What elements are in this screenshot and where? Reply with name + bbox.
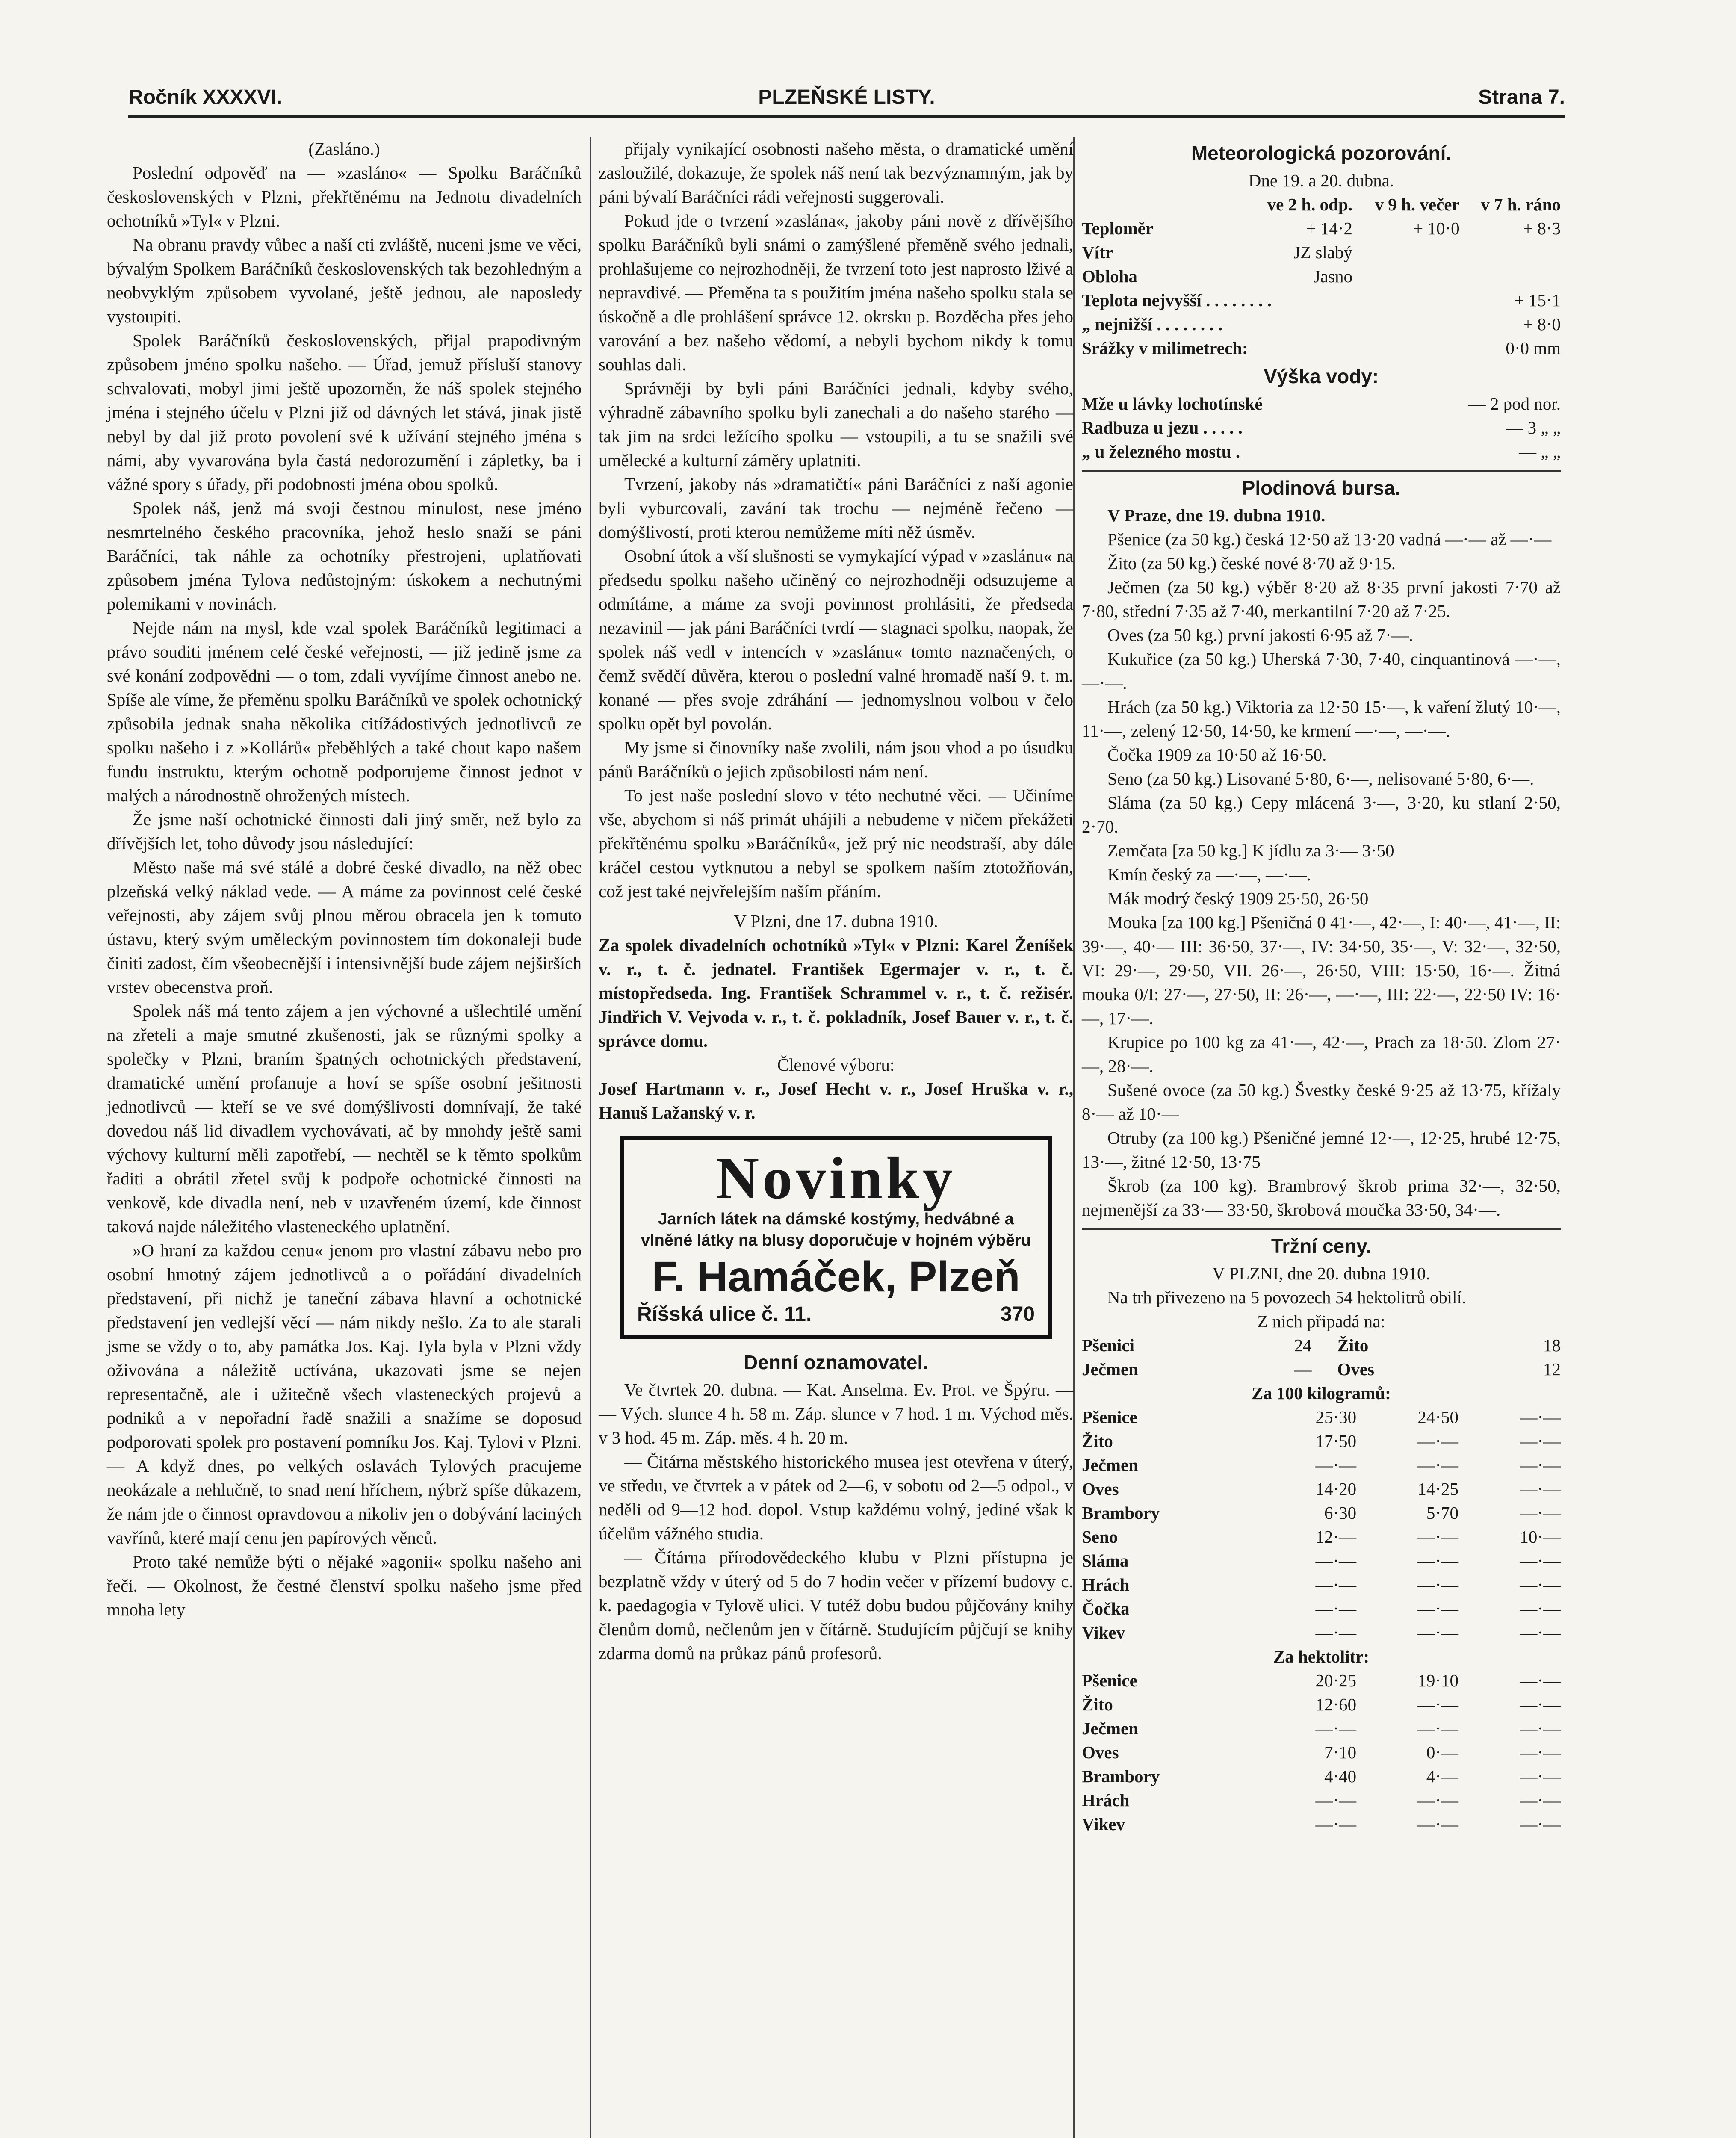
- column-1: [107, 137, 582, 1621]
- commodity-name: Oves: [1082, 1742, 1119, 1762]
- split-label: Žito: [1337, 1335, 1369, 1355]
- table-row: [1082, 312, 1561, 336]
- commodity-name: Pšenice: [1082, 1407, 1137, 1427]
- bursa-item: Ječmen (za 50 kg.) výběr 8·20 až 8·35 první jakosti 7·70 až 7·80, střední 7·35 až 7·40, merkantilní 7·20 až 7·25.: [1082, 577, 1561, 621]
- meteo-col-header: v 9 h. večer: [1375, 195, 1460, 214]
- meteo-value: + 14·2: [1306, 219, 1353, 238]
- article-paragraph: Na obranu pravdy vůbec a naší cti zvláště, nuceni jsme ve věci, bývalým Spolkem Baráčníků československých tak bezohledným a neobvyklým způsobem vyvolané, ještě jednou, ale naposledy vystoupiti.: [107, 235, 582, 326]
- bursa-item: Zemčata [za 50 kg.] K jídlu za 3·— 3·50: [1107, 841, 1394, 860]
- perhl-heading: Za hektolitr:: [1273, 1647, 1370, 1666]
- water-label: „ u železného mostu .: [1082, 442, 1240, 461]
- bursa-item: Kmín český za —·—, —·—.: [1107, 865, 1311, 884]
- price-cell: —·—: [1520, 1766, 1561, 1786]
- ad-title: Novinky: [716, 1145, 956, 1211]
- price-cell: 0·—: [1426, 1742, 1459, 1762]
- price-cell: —·—: [1520, 1455, 1561, 1475]
- table-row: [1082, 1405, 1561, 1429]
- price-cell: —·—: [1417, 1719, 1459, 1738]
- table-row: [1082, 192, 1561, 216]
- market-sub: Z nich připadá na:: [1257, 1311, 1385, 1331]
- price-cell: —·—: [1417, 1599, 1459, 1618]
- table-row: [1082, 1597, 1561, 1621]
- price-cell: —·—: [1520, 1479, 1561, 1499]
- price-cell: —·—: [1315, 1575, 1357, 1595]
- bursa-date: V Praze, dne 19. dubna 1910.: [1107, 505, 1326, 525]
- bursa-item: Žito (za 50 kg.) české nové 8·70 až 9·15.: [1107, 553, 1396, 573]
- table-row: [1082, 216, 1561, 240]
- table-row: [1082, 1573, 1561, 1597]
- price-cell: —·—: [1520, 1719, 1561, 1738]
- daily-heading: Denní oznamovatel.: [744, 1351, 928, 1373]
- table-row: [1082, 240, 1561, 264]
- price-cell: —·—: [1417, 1527, 1459, 1547]
- price-cell: —·—: [1315, 1551, 1357, 1571]
- price-cell: 12·—: [1315, 1527, 1357, 1547]
- section-divider: [1082, 1228, 1561, 1230]
- water-label: Radbuza u jezu . . . . .: [1082, 418, 1243, 437]
- rain-value: 0·0 mm: [1506, 338, 1561, 358]
- price-cell: 20·25: [1315, 1671, 1357, 1690]
- table-row: [1082, 1740, 1561, 1764]
- price-cell: 17·50: [1315, 1431, 1357, 1451]
- meteo-table: [1082, 192, 1561, 288]
- price-cell: —·—: [1315, 1599, 1357, 1618]
- price-cell: —·—: [1520, 1814, 1561, 1834]
- price-cell: —·—: [1417, 1790, 1459, 1810]
- daily-item: — Čítárna přírodovědeckého klubu v Plzni přístupna je bezplatně vždy v úterý od 5 do 7 hodin večer v přízemí budovy c. k. paedagogia v Tylově ulici. V tutéž dobu budou půjčovány knihy členům domů, nečlenům jen v čítárně. Studujícím půjčují se knihy zdarma domů na průkaz pánů profesorů.: [599, 1547, 1073, 1663]
- article-paragraph: Město naše má své stálé a dobré české divadlo, na něž obec plzeňská velký náklad vede. — A máme za povinnost celé české veřejnosti, aby zájem svůj plnou měrou obracela jen k tomuto ústavu, který svým uměleckým povinnostem tím dokonaleji bude činiti zadost, čím všeobecnější i intensivnější bude zájem nejširších vrstev obecenstva proň.: [107, 857, 582, 997]
- price-cell: 24·50: [1417, 1407, 1459, 1427]
- rain-label: Srážky v milimetrech:: [1082, 338, 1248, 358]
- bursa-item: Mouka [za 100 kg.] Pšeničná 0 41·—, 42·—, I: 40·—, 41·—, II: 39·—, 40·— III: 36·50, 37·—, IV: 34·50, 35·—, V: 32·—, 32·50, VI: 29·—, 29·50, VII. 26·—, 26·50, VIII: 15·50, 16·—. Žitná mouka 0/I: 27·—, 27·50, II: 26·—, —·—, III: 22·—, 22·50 IV: 16·—, 17·—.: [1082, 912, 1561, 1028]
- commodity-name: Pšenice: [1082, 1671, 1137, 1690]
- article-paragraph: Nejde nám na mysl, kde vzal spolek Baráčníků legitimaci a právo souditi jménem celé české veřejnosti, — již jedině jsme za své konání zodpovědni — o tom, zdali vyvíjíme činnost anebo ne. Spíše ale víme, že přeměnu spolku Baráčníků ve spolek ochotnický způsobila jednak snaha několika citížádostivých jednotlivců ze spolku našeho i z »Kollárů« přeběhlých a také chout kapo našem fundu instruktu, kterým ochotně podporujeme činnost jednot v malých a národnostně ohrožených místech.: [107, 618, 582, 805]
- price-cell: 12·60: [1315, 1695, 1357, 1714]
- price-cell: —·—: [1520, 1407, 1561, 1427]
- price-cell: —·—: [1417, 1551, 1459, 1571]
- price-cell: —·—: [1417, 1575, 1459, 1595]
- commodity-name: Hrách: [1082, 1575, 1130, 1595]
- price-cell: —·—: [1520, 1623, 1561, 1642]
- split-label: Ječmen: [1082, 1359, 1139, 1379]
- ad-address: Říšská ulice č. 11.: [637, 1303, 812, 1326]
- article-paragraph: Osobní útok a vší slušnosti se vymykající výpad v »zaslánu« na předsedu spolku našeho učiněný co nejrozhodněji odsuzujeme a odmítáme, a máme za svoji povinnost prohlásiti, že předseda nezavinil — jak páni Baráčníci tvrdí — stagnaci spolku, naopak, že spolek náš vedl v intencích v »zaslánu« tomto naznačených, o čemž svědčí důvěra, kterou o poslední valné hromadě naší 9. t. m. konané — přes svoje zdráhání — jednomyslnou volbou v čelo spolku opět byl povolán.: [599, 546, 1073, 733]
- table-row: [1082, 440, 1561, 464]
- market-date: V PLZNI, dne 20. dubna 1910.: [1212, 1264, 1430, 1283]
- price-cell: —·—: [1315, 1455, 1357, 1475]
- price-cell: 5·70: [1426, 1503, 1459, 1523]
- split-label: Pšenici: [1082, 1335, 1134, 1355]
- market-split-table: [1082, 1333, 1561, 1381]
- advertisement-box: [620, 1136, 1052, 1339]
- price-cell: —·—: [1520, 1503, 1561, 1523]
- column-2: [599, 137, 1073, 1665]
- meteo-label: Obloha: [1082, 266, 1137, 286]
- commodity-name: Ječmen: [1082, 1455, 1139, 1475]
- table-row: [1082, 1477, 1561, 1501]
- table-row: [1082, 416, 1561, 440]
- meteo-label: Teploměr: [1082, 219, 1154, 238]
- price-cell: —·—: [1417, 1455, 1459, 1475]
- price-cell: —·—: [1315, 1719, 1357, 1738]
- article-paragraph: Spolek Baráčníků československých, přijal prapodivným způsobem jméno spolku našeho. — Úřad, jemuž přísluší stanovy schvalovati, mobyl jimi ještě upozorněn, že náš spolek stejného jména i stejného účelu v Plzni již od dávných let stává, jinak jistě nebyl by dal již proto povolení své k užívání stejného jména s námi, aby vyvarována byla častá nedorozumění i zápletky, ba i vážné spory s úřady, při podobnosti jména obou spolků.: [107, 331, 582, 494]
- price-cell: —·—: [1520, 1599, 1561, 1618]
- table-row: [1082, 288, 1561, 312]
- commodity-name: Brambory: [1082, 1503, 1160, 1523]
- daily-item: Ve čtvrtek 20. dubna. — Kat. Anselma. Ev. Prot. ve Špýru. — — Vých. slunce 4 h. 58 m. Záp. slunce v 7 hod. 1 m. Východ měs. v 3 hod. 45 m. Záp. měs. 4 h. 20 m.: [599, 1380, 1073, 1447]
- table-row: [1082, 336, 1561, 360]
- price-cell: 4·40: [1324, 1766, 1357, 1786]
- article-paragraph: To jest naše poslední slovo v této nechutné věci. — Učiníme vše, abychom si náš primát uhájili a nebudeme v ničem překážeti překřtěnému spolku »Baráčníků«, jež prý nic neodstraší, aby dále kráčel cestou vytknutou a nebyl se spolkem naším ztotožňován, což jest také nejvřelejším naším přáním.: [599, 786, 1073, 901]
- temp-min-label: „ nejnižší . . . . . . . .: [1082, 314, 1223, 334]
- signature-block: Za spolek divadelních ochotníků »Tyl« v Plzni: Karel Ženíšek v. r., t. č. jednatel. František Egermajer v. r., t. č. místopředseda. Ing. František Schrammel v. r., t. č. režisér. Jindřich V. Vejvoda v. r., t. č. pokladník, Josef Bauer v. r., t. č. správce domu.: [599, 935, 1073, 1051]
- price-cell: —·—: [1417, 1623, 1459, 1642]
- price-cell: —·—: [1520, 1790, 1561, 1810]
- ad-text: Jarních látek na dámské kostýmy, hedvábné a vlněné látky na blusy doporučuje v hojném výběru: [641, 1210, 1031, 1249]
- price-cell: 4·—: [1426, 1766, 1459, 1786]
- price-cell: 7·10: [1324, 1742, 1357, 1762]
- article-paragraph: přijaly vynikající osobnosti našeho města, o dramatické umění zasloužilé, dokazuje, že spolek náš není tak bezvýznamným, jak by páni bývalí Baráčníci rádi veřejnosti suggerovali.: [599, 139, 1073, 207]
- meteo-label: Vítr: [1082, 242, 1113, 262]
- price-cell: —·—: [1417, 1431, 1459, 1451]
- price-cell: 19·10: [1417, 1671, 1459, 1690]
- meteo-heading: Meteorologická pozorování.: [1191, 142, 1452, 164]
- bursa-item: Škrob (za 100 kg). Brambrový škrob prima 32·—, 32·50, nejmenější za 33·— 33·50, škrobová moučka 33·50, 34·—.: [1082, 1176, 1561, 1220]
- article-paragraph: My jsme si činovníky naše zvolili, nám jsou vhod a po úsudku pánů Baráčníků o jejich způsobilosti nám není.: [599, 738, 1073, 781]
- commodity-name: Hrách: [1082, 1790, 1130, 1810]
- split-value: —: [1294, 1359, 1312, 1379]
- table-row: [1082, 392, 1561, 416]
- price-cell: 25·30: [1315, 1407, 1357, 1427]
- split-value: 12: [1543, 1359, 1561, 1379]
- price-cell: —·—: [1417, 1695, 1459, 1714]
- bursa-item: Sušené ovoce (za 50 kg.) Švestky české 9·25 až 13·75, křížaly 8·— až 10·—: [1082, 1080, 1561, 1124]
- volume-label: Ročník XXXXVI.: [128, 86, 283, 109]
- price-cell: —·—: [1315, 1790, 1357, 1810]
- bursa-item: Pšenice (za 50 kg.) česká 12·50 až 13·20 vadná —·— až —·—: [1107, 529, 1552, 549]
- temperature-table: [1082, 288, 1561, 360]
- article-paragraph: »O hraní za každou cenu« jenom pro vlastní zábavu nebo pro osobní hmotný zájem jednotlivců a o pořádání divadelních představení, při nichž je taneční zábava hlavní a ochotnické představení jen vedlejší věcí — nám nikdy nešlo. Za to ale starali jsme se vždy o to, aby památka Jos. Kaj. Tyla byla v Plzni vždy oživována a náležitě uctívána, ukazovati jsme se nejen representačně, ale i užitečně všech vlasteneckých projevů a podniků a v nepořadní řadě snažili a snažíme se doposud podporovati spolek pro postavení pomníku Jos. Kaj. Tylovi v Plzni. — A když dnes, po velkých oslavách Tylových pracujeme neokázale a nehlučně, to snad není hříchem, nýbrž spíše důkazem, že nám jde o činnost opravdovou a nikoliv jen o dobývání laciných vavřínů, které mají cenu jen papírových věnců.: [107, 1240, 582, 1547]
- bursa-item: Čočka 1909 za 10·50 až 16·50.: [1107, 745, 1327, 765]
- table-row: [1082, 1357, 1561, 1381]
- bursa-heading: Plodinová bursa.: [1242, 477, 1401, 499]
- price-cell: 14·20: [1315, 1479, 1357, 1499]
- table-row: [1082, 1716, 1561, 1740]
- section-divider: [1082, 470, 1561, 472]
- commodity-name: Ječmen: [1082, 1719, 1139, 1738]
- temp-max-label: Teplota nejvyšší . . . . . . . .: [1082, 290, 1272, 310]
- commodity-name: Sláma: [1082, 1551, 1129, 1571]
- page-header: [128, 86, 1565, 118]
- meteo-value: + 10·0: [1413, 219, 1460, 238]
- commodity-name: Vikev: [1082, 1814, 1125, 1834]
- members-list: Josef Hartmann v. r., Josef Hecht v. r., Josef Hruška v. r., Hanuš Lažanský v. r.: [599, 1079, 1073, 1122]
- water-heading: Výška vody:: [1264, 365, 1379, 387]
- meteo-value: + 8·3: [1523, 219, 1561, 238]
- table-row: [1082, 1549, 1561, 1573]
- table-row: [1082, 264, 1561, 288]
- commodity-name: Seno: [1082, 1527, 1118, 1547]
- bursa-item: Sláma (za 50 kg.) Cepy mlácená 3·—, 3·20, ku stlaní 2·50, 2·70.: [1082, 793, 1561, 836]
- members-heading: Členové výboru:: [777, 1055, 895, 1075]
- article-paragraph: Spolek náš má tento zájem a jen výchovné a ušlechtilé umění na zřeteli a maje smutné zkušenosti, jak se různými spolky a společky v Plzni, braním špatných ochotnických představení, dramatické umění profanuje a hoví se spíše osobní ješitnosti jednotlivců — kteří se ve své domýšlivosti domnívají, že také dovedou náš lid divadlem vychovávati, ač by mnohdy ještě sami výchovy kulturní měli zapotřebí, — nechtěl se k těmto spolkům řaditi a obrátil zřetel svůj k podpoře ochotnické činnosti na venkově, kde divadla není, neb v uzavřeném území, kde činnost taková najde náležitého vlasteneckého uplatnění.: [107, 1001, 582, 1236]
- price-cell: 14·25: [1417, 1479, 1459, 1499]
- water-value: — „ „: [1519, 442, 1561, 461]
- table-row: [1082, 1525, 1561, 1549]
- article-paragraph: Poslední odpověď na — »zasláno« — Spolku Baráčníků československých v Plzni, překřtěnému na Jednotu divadelních ochotníků »Tyl« v Plzni.: [107, 163, 582, 230]
- article-paragraph: Proto také nemůže býti o nějaké »agonii« spolku našeho ani řeči. — Okolnost, že čestné členství spolku našeho jsme před mnoha lety: [107, 1552, 582, 1619]
- meteo-col-header: v 7 h. ráno: [1481, 195, 1561, 214]
- bursa-item: Hrách (za 50 kg.) Viktoria za 12·50 15·—, k vaření žlutý 10·—, 11·—, zelený 12·50, 14·50, ke krmení —·—, —·—.: [1082, 697, 1561, 741]
- table-row: [1082, 1333, 1561, 1357]
- newspaper-title: PLZEŇSKÉ LISTY.: [758, 86, 935, 109]
- table-row: [1082, 1621, 1561, 1645]
- ad-number: 370: [1000, 1303, 1035, 1326]
- meteo-col-header: ve 2 h. odp.: [1267, 195, 1353, 214]
- price-cell: —·—: [1520, 1742, 1561, 1762]
- split-value: 18: [1543, 1335, 1561, 1355]
- market-intro: Na trh přivezeno na 5 povozech 54 hektolitrů obilí.: [1107, 1288, 1467, 1307]
- meteo-value: JZ slabý: [1293, 242, 1353, 262]
- commodity-name: Vikev: [1082, 1623, 1125, 1642]
- ad-firm-name: F. Hamáček, Plzeň: [652, 1253, 1020, 1301]
- table-row: [1082, 1788, 1561, 1812]
- market-heading: Tržní ceny.: [1271, 1235, 1372, 1257]
- ad-address-line: [637, 1302, 1035, 1326]
- price-cell: —·—: [1315, 1814, 1357, 1834]
- temp-max-value: + 15·1: [1514, 290, 1561, 310]
- water-value: — 3 „ „: [1506, 418, 1561, 437]
- table-row: [1082, 1812, 1561, 1836]
- split-value: 24: [1294, 1335, 1312, 1355]
- table-row: [1082, 1453, 1561, 1477]
- table-row: [1082, 1764, 1561, 1788]
- column-3: [1082, 137, 1561, 1836]
- article-paragraph: Tvrzení, jakoby nás »dramatičtí« páni Baráčníci z naší agonie byli vyburcovali, zavání tak trochu — nejméně řečeno — domýšlivostí, proti kterou nemůžeme míti něž úsměv.: [599, 474, 1073, 542]
- commodity-name: Čočka: [1082, 1599, 1130, 1618]
- meteo-date: Dne 19. a 20. dubna.: [1248, 171, 1394, 190]
- price-cell: —·—: [1315, 1623, 1357, 1642]
- bursa-item: Seno (za 50 kg.) Lisované 5·80, 6·—, nelisované 5·80, 6·—.: [1107, 769, 1534, 788]
- meteo-value: Jasno: [1313, 266, 1353, 286]
- bursa-item: Mák modrý český 1909 25·50, 26·50: [1107, 889, 1369, 908]
- price-cell: —·—: [1520, 1431, 1561, 1451]
- commodity-name: Brambory: [1082, 1766, 1160, 1786]
- price-cell: —·—: [1520, 1671, 1561, 1690]
- price-cell: 10·—: [1520, 1527, 1561, 1547]
- date-line: V Plzni, dne 17. dubna 1910.: [734, 911, 938, 931]
- bursa-item: Oves (za 50 kg.) první jakosti 6·95 až 7·—.: [1107, 625, 1414, 645]
- article-heading: (Zasláno.): [308, 139, 380, 159]
- commodity-name: Oves: [1082, 1479, 1119, 1499]
- table-row: [1082, 1668, 1561, 1692]
- bursa-item: Krupice po 100 kg za 41·—, 42·—, Prach za 18·50. Zlom 27·—, 28·—.: [1082, 1032, 1561, 1076]
- water-label: Mže u lávky lochotínské: [1082, 394, 1263, 413]
- bursa-item: Otruby (za 100 kg.) Pšeničné jemné 12·—, 12·25, hrubé 12·75, 13·—, žitné 12·50, 13·75: [1082, 1128, 1561, 1172]
- price-cell: —·—: [1417, 1814, 1459, 1834]
- article-paragraph: Že jsme naší ochotnické činnosti dali jiný směr, než bylo za dřívějších let, toho důvody jsou následující:: [107, 809, 582, 853]
- water-table: [1082, 392, 1561, 464]
- split-label: Oves: [1337, 1359, 1375, 1379]
- bursa-item: Kukuřice (za 50 kg.) Uherská 7·30, 7·40, cinquantinová —·—, —·—.: [1082, 649, 1561, 693]
- price-cell: —·—: [1520, 1575, 1561, 1595]
- column-divider: [590, 137, 591, 2138]
- article-paragraph: Správněji by byli páni Baráčníci jednali, kdyby svého, výhradně zábavního spolku byli zanechali a do našeho starého — tak jim na srdci ležícího spolku — vstoupili, a tu se snažili své umělecké a kulturní záměry uplatniti.: [599, 378, 1073, 470]
- table-row: [1082, 1692, 1561, 1716]
- perhl-table: [1082, 1668, 1561, 1836]
- article-paragraph: Spolek náš, jenž má svoji čestnou minulost, nese jméno nesmrtelného českého pracovníka, jehož heslo snaží se páni Baráčníci, tak náhle za ochotníky přestrojeni, uplatňovati způsobem jména Tylova nedůstojným: úskokem a nechutnými polemikami v novinách.: [107, 498, 582, 614]
- price-cell: 6·30: [1324, 1503, 1357, 1523]
- table-row: [1082, 1501, 1561, 1525]
- daily-item: — Čitárna městského historického musea jest otevřena v úterý, ve středu, ve čtvrtek a v pátek od 2—6, v sobotu od 2—5 odpol., v neděli od 9—12 hod. dopol. Vstup každému volný, jediné však k účelům vážného studia.: [599, 1452, 1073, 1543]
- price-cell: —·—: [1520, 1695, 1561, 1714]
- column-divider: [1073, 137, 1075, 2138]
- water-value: — 2 pod nor.: [1468, 394, 1561, 413]
- commodity-name: Žito: [1082, 1431, 1113, 1451]
- page-number: Strana 7.: [1478, 86, 1565, 109]
- temp-min-value: + 8·0: [1523, 314, 1561, 334]
- article-paragraph: Pokud jde o tvrzení »zaslána«, jakoby páni nově z dřívějšího spolku Baráčníků byli snámi o zamýšlené přeměně svého jednali, prohlašujeme co nejrozhodněji, že tvrzení toto jest naprosto lživé a nepravdivé. — Přeměna ta s použitím jména našeho spolku stala se úskočně a dle prohlášení správce 12. okrsku p. Bozděcha přes jeho varování a bez našeho vědomí, a nebyli bychom nikdy k tomu souhlas dali.: [599, 211, 1073, 374]
- price-cell: —·—: [1520, 1551, 1561, 1571]
- per100-heading: Za 100 kilogramů:: [1252, 1383, 1391, 1403]
- per100-table: [1082, 1405, 1561, 1645]
- table-row: [1082, 1429, 1561, 1453]
- commodity-name: Žito: [1082, 1695, 1113, 1714]
